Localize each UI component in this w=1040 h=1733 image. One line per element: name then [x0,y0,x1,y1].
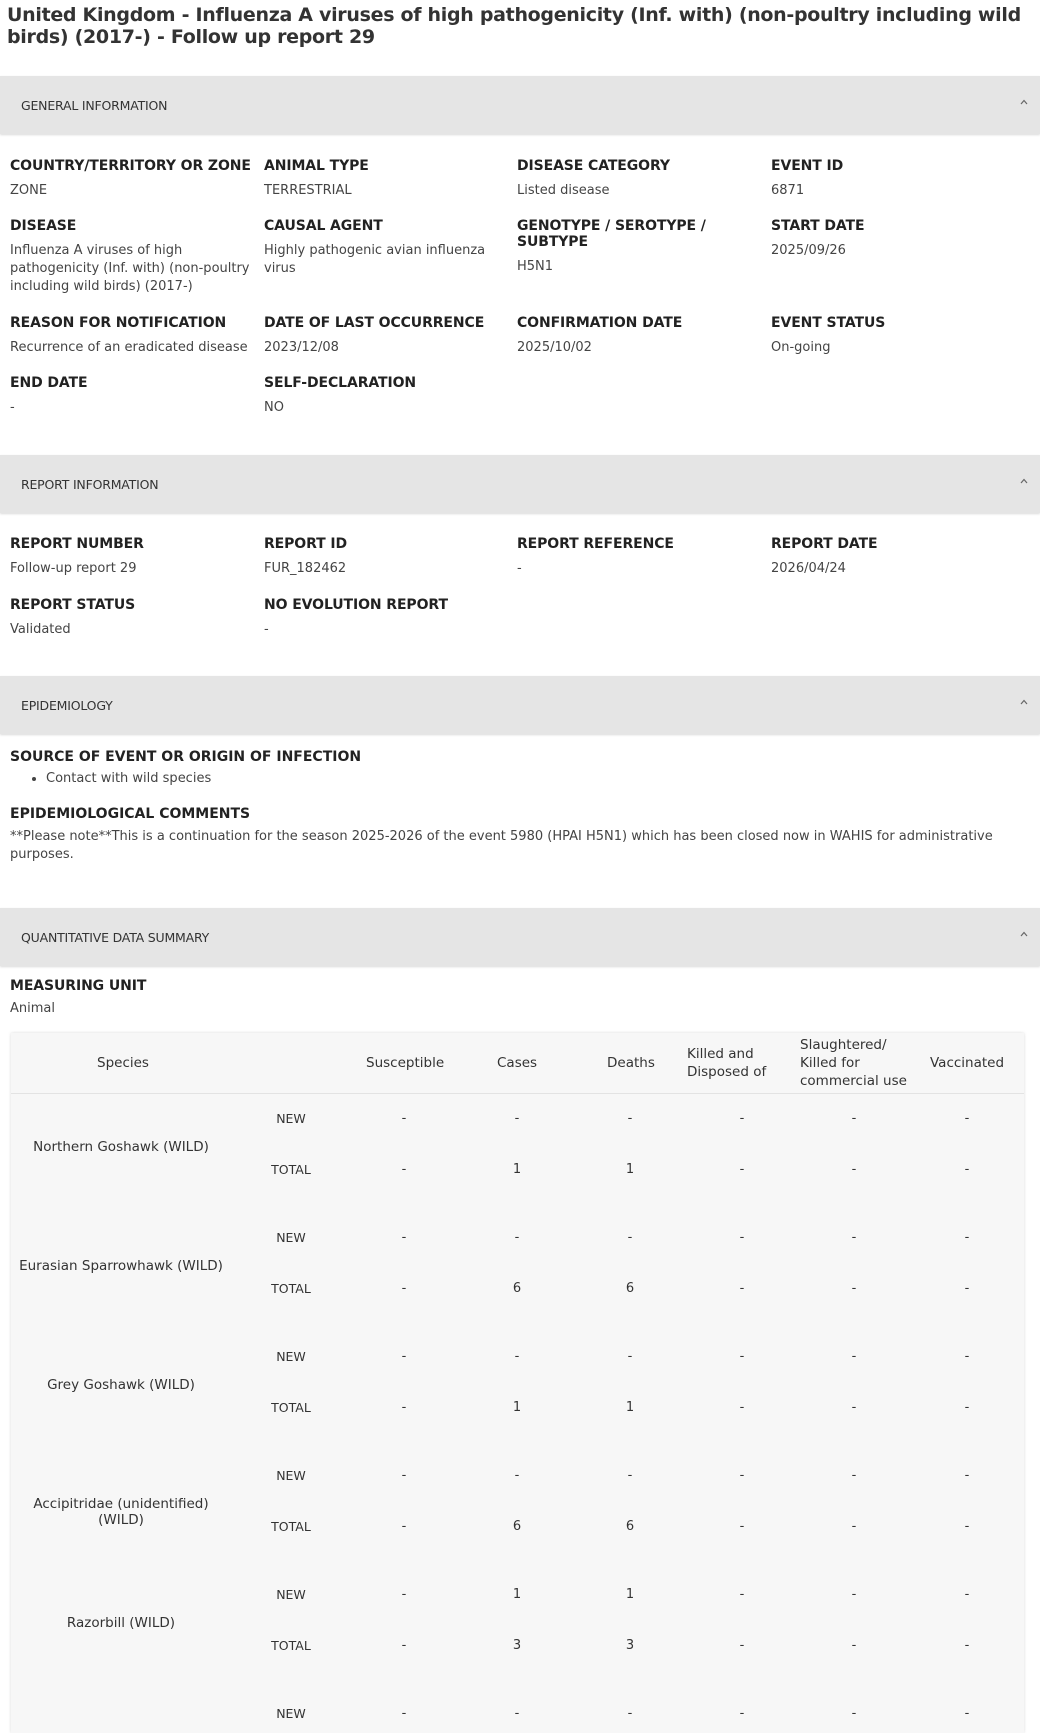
table-cell: - [964,1349,970,1364]
table-cell: 6 [512,1281,522,1296]
field-country-key: COUNTRY/TERRITORY OR ZONE [10,158,251,174]
field-disease-category-value: Listed disease [517,183,610,198]
field-report-date-value: 2026/04/24 [771,561,846,576]
field-disease-key: DISEASE [10,218,77,234]
field-causal-agent [264,218,494,278]
table-cell: - [514,1706,520,1721]
field-genotype-key: GENOTYPE / SEROTYPE / SUBTYPE [517,218,706,250]
table-cell: - [401,1230,407,1245]
field-measuring-unit-value: Animal [10,1001,55,1016]
header-cases: Cases [497,1055,538,1071]
table-cell: - [401,1281,407,1296]
field-measuring-unit [10,978,260,1018]
table-cell: - [739,1230,745,1245]
field-report-number-key: REPORT NUMBER [10,536,144,552]
row-total-label: TOTAL [271,1281,311,1296]
field-report-id-key: REPORT ID [264,536,348,552]
table-header-row [11,1033,1024,1094]
section-general-label: GENERAL INFORMATION [21,97,168,113]
field-genotype [517,218,767,276]
field-report-number [10,536,260,578]
row-new-label: NEW [276,1706,306,1721]
table-cell: - [964,1400,970,1415]
section-quantitative-label: QUANTITATIVE DATA SUMMARY [21,929,210,945]
field-report-status-key: REPORT STATUS [10,597,136,613]
section-report-label: REPORT INFORMATION [21,476,159,492]
field-reason [10,315,260,357]
table-cell: - [401,1162,407,1177]
section-quantitative-header[interactable] [0,908,1040,966]
table-cell: - [964,1587,970,1602]
field-country-value: ZONE [10,183,48,198]
quantitative-table [11,1033,1024,1733]
page-title: United Kingdom - Influenza A viruses of high pathogenicity (Inf. with) (non-poultry including wild birds) (2017-) - Follow up report 29 [7,4,1021,48]
species-name: Accipitridae (unidentified) (WILD) [33,1496,209,1528]
field-reason-value: Recurrence of an eradicated disease [10,340,248,355]
row-new-label: NEW [276,1349,306,1364]
field-causal-agent-value: Highly pathogenic avian influenza virus [264,243,486,276]
table-cell: - [964,1111,970,1126]
table-cell: - [964,1230,970,1245]
chevron-up-icon[interactable] [1020,98,1028,106]
field-report-number-value: Follow-up report 29 [10,561,137,576]
field-animal-type-key: ANIMAL TYPE [264,158,369,174]
field-event-id-value: 6871 [771,183,805,198]
table-cell: - [401,1638,407,1653]
field-report-reference [517,536,767,578]
field-report-date [771,536,1021,578]
species-name: Eurasian Sparrowhawk (WILD) [19,1258,223,1274]
source-list-item: • Contact with wild species [46,771,1010,786]
table-cell: 3 [625,1638,635,1653]
row-total-label: TOTAL [271,1162,311,1177]
table-cell: - [851,1230,857,1245]
table-cell: - [401,1519,407,1534]
table-cell: - [514,1468,520,1483]
field-disease-category-key: DISEASE CATEGORY [517,158,670,174]
table-cell: - [401,1706,407,1721]
table-cell: 6 [625,1281,635,1296]
table-cell: - [627,1706,633,1721]
table-cell: - [851,1349,857,1364]
field-report-date-key: REPORT DATE [771,536,878,552]
row-total-label: TOTAL [271,1638,311,1653]
header-killed: Killed and Disposed of [687,1046,767,1080]
row-new-label: NEW [276,1111,306,1126]
table-cell: - [851,1706,857,1721]
table-cell: - [514,1230,520,1245]
field-disease [10,218,255,296]
row-new-label: NEW [276,1468,306,1483]
epidemiological-comments-key: EPIDEMIOLOGICAL COMMENTS [10,806,251,822]
field-event-status-key: EVENT STATUS [771,315,886,331]
table-cell: - [851,1519,857,1534]
field-self-declaration-key: SELF-DECLARATION [264,375,417,391]
header-species: Species [97,1055,149,1071]
table-cell: - [851,1162,857,1177]
section-general-header[interactable] [0,76,1040,134]
field-report-status-value: Validated [10,622,71,637]
field-genotype-value: H5N1 [517,259,554,274]
header-deaths: Deaths [607,1055,655,1071]
table-cell: - [401,1587,407,1602]
row-new-label: NEW [276,1230,306,1245]
field-event-status-value: On-going [771,340,831,355]
field-report-reference-value: - [517,561,522,576]
header-susceptible: Susceptible [366,1055,445,1071]
table-cell: 1 [512,1587,522,1602]
field-self-declaration [264,375,514,417]
table-cell: - [627,1111,633,1126]
table-cell: - [851,1638,857,1653]
table-cell: - [739,1587,745,1602]
field-end-date-key: END DATE [10,375,88,391]
row-total-label: TOTAL [271,1519,311,1534]
table-cell: - [964,1162,970,1177]
table-cell: - [851,1468,857,1483]
table-cell: - [739,1400,745,1415]
field-event-id-key: EVENT ID [771,158,844,174]
chevron-up-icon[interactable] [1020,477,1028,485]
table-cell: - [964,1706,970,1721]
table-cell: - [739,1706,745,1721]
table-cell: - [964,1468,970,1483]
table-cell: 1 [512,1162,522,1177]
field-disease-category [517,158,767,200]
table-cell: 1 [625,1162,635,1177]
field-causal-agent-key: CAUSAL AGENT [264,218,383,234]
table-cell: - [514,1349,520,1364]
chevron-up-icon[interactable] [1020,930,1028,938]
row-new-label: NEW [276,1587,306,1602]
table-cell: - [401,1349,407,1364]
field-last-occurrence [264,315,514,357]
field-animal-type [264,158,514,200]
field-reason-key: REASON FOR NOTIFICATION [10,315,227,331]
field-no-evolution-value: - [264,622,269,637]
table-cell: - [851,1400,857,1415]
section-epidemiology-header[interactable] [0,676,1040,734]
field-disease-value: Influenza A viruses of high pathogenicity (Inf. with) (non-poultry including wild birds) (2017-) [10,243,250,294]
section-report-header[interactable] [0,455,1040,513]
table-cell: - [739,1281,745,1296]
field-country [10,158,260,200]
field-self-declaration-value: NO [264,400,284,415]
field-end-date [10,375,260,417]
field-confirmation-date [517,315,767,357]
table-cell: - [627,1349,633,1364]
table-cell: - [401,1111,407,1126]
source-list [10,771,1010,786]
field-no-evolution-key: NO EVOLUTION REPORT [264,597,448,613]
table-cell: - [964,1638,970,1653]
table-cell: 6 [512,1519,522,1534]
table-cell: - [851,1281,857,1296]
field-start-date-key: START DATE [771,218,865,234]
field-end-date-value: - [10,400,15,415]
field-report-id-value: FUR_182462 [264,561,347,576]
table-cell: - [739,1162,745,1177]
field-confirmation-date-key: CONFIRMATION DATE [517,315,683,331]
source-of-event [10,749,1010,786]
field-last-occurrence-key: DATE OF LAST OCCURRENCE [264,315,485,331]
field-report-status [10,597,260,639]
field-measuring-unit-key: MEASURING UNIT [10,978,147,994]
header-vaccinated: Vaccinated [930,1055,1005,1071]
table-cell: - [401,1400,407,1415]
chevron-up-icon[interactable] [1020,698,1028,706]
table-cell: - [964,1281,970,1296]
table-cell: 1 [625,1587,635,1602]
field-event-status [771,315,1021,357]
table-cell: - [739,1638,745,1653]
table-cell: - [514,1111,520,1126]
species-name: Northern Goshawk (WILD) [33,1139,209,1155]
field-last-occurrence-value: 2023/12/08 [264,340,339,355]
field-start-date [771,218,1021,260]
table-cell: - [627,1468,633,1483]
table-cell: 1 [512,1400,522,1415]
source-of-event-key: SOURCE OF EVENT OR ORIGIN OF INFECTION [10,749,362,765]
field-animal-type-value: TERRESTRIAL [264,183,352,198]
row-total-label: TOTAL [271,1400,311,1415]
table-cell: - [401,1468,407,1483]
table-cell: - [851,1111,857,1126]
epidemiological-comments-value: **Please note**This is a continuation for the season 2025-2026 of the event 5980 (HPAI H5N1) which has been closed now in WAHIS for administrative purposes. [10,829,993,862]
table-cell: - [964,1519,970,1534]
table-cell: - [627,1230,633,1245]
table-cell: 1 [625,1400,635,1415]
species-name: Grey Goshawk (WILD) [47,1377,195,1393]
field-start-date-value: 2025/09/26 [771,243,846,258]
table-cell: - [739,1468,745,1483]
field-no-evolution [264,597,514,639]
table-cell: - [851,1587,857,1602]
table-cell: 3 [512,1638,522,1653]
epidemiological-comments [10,806,1010,864]
table-cell: - [739,1349,745,1364]
table-cell: 6 [625,1519,635,1534]
field-report-reference-key: REPORT REFERENCE [517,536,674,552]
field-event-id [771,158,1021,200]
section-epidemiology-label: EPIDEMIOLOGY [21,697,113,713]
table-cell: - [739,1519,745,1534]
field-report-id [264,536,514,578]
field-confirmation-date-value: 2025/10/02 [517,340,592,355]
table-cell: - [739,1111,745,1126]
header-slaughtered: Slaughtered/ Killed for commercial use [800,1037,907,1089]
species-name: Razorbill (WILD) [66,1615,176,1631]
